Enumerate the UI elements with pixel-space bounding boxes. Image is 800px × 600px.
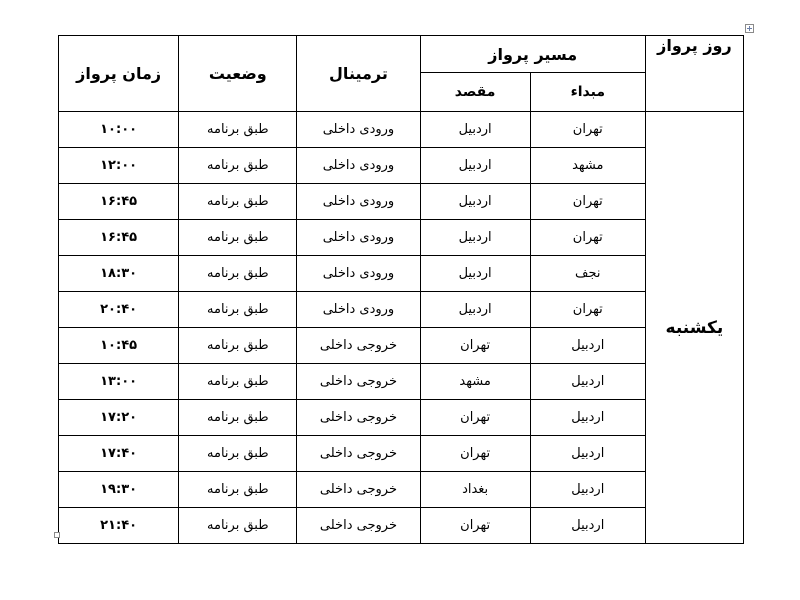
destination-cell: اردبیل: [420, 292, 530, 328]
header-terminal: ترمینال: [297, 36, 420, 112]
origin-cell: اردبیل: [530, 364, 645, 400]
table-row: [59, 292, 744, 328]
status-cell: طبق برنامه: [179, 472, 297, 508]
header-flight-route: مسیر پرواز: [420, 36, 645, 73]
table-row: [59, 436, 744, 472]
terminal-cell: خروجی داخلی: [297, 364, 420, 400]
table-row: [59, 184, 744, 220]
day-cell: یکشنبه: [645, 112, 743, 544]
destination-cell: تهران: [420, 328, 530, 364]
terminal-cell: خروجی داخلی: [297, 472, 420, 508]
terminal-cell: ورودی داخلی: [297, 220, 420, 256]
destination-cell: اردبیل: [420, 148, 530, 184]
terminal-cell: ورودی داخلی: [297, 256, 420, 292]
time-cell: ۱۷:۴۰: [59, 436, 179, 472]
origin-cell: نجف: [530, 256, 645, 292]
time-cell: ۱۰:۰۰: [59, 112, 179, 148]
header-status: وضعیت: [179, 36, 297, 112]
header-row: [59, 36, 744, 73]
origin-cell: اردبیل: [530, 472, 645, 508]
status-cell: طبق برنامه: [179, 256, 297, 292]
status-cell: طبق برنامه: [179, 508, 297, 544]
time-cell: ۱۶:۴۵: [59, 220, 179, 256]
destination-cell: تهران: [420, 400, 530, 436]
destination-cell: بغداد: [420, 472, 530, 508]
status-cell: طبق برنامه: [179, 292, 297, 328]
origin-cell: تهران: [530, 184, 645, 220]
terminal-cell: خروجی داخلی: [297, 400, 420, 436]
table-row: [59, 256, 744, 292]
header-destination: مقصد: [420, 73, 530, 112]
destination-cell: اردبیل: [420, 256, 530, 292]
destination-cell: اردبیل: [420, 184, 530, 220]
table-row: [59, 400, 744, 436]
destination-cell: تهران: [420, 436, 530, 472]
table-move-handle[interactable]: [745, 24, 754, 33]
origin-cell: تهران: [530, 112, 645, 148]
time-cell: ۱۶:۴۵: [59, 184, 179, 220]
destination-cell: تهران: [420, 508, 530, 544]
table-row: [59, 112, 744, 148]
header-flight-day: روز پرواز: [645, 36, 743, 112]
status-cell: طبق برنامه: [179, 364, 297, 400]
origin-cell: اردبیل: [530, 400, 645, 436]
time-cell: ۱۳:۰۰: [59, 364, 179, 400]
destination-cell: مشهد: [420, 364, 530, 400]
origin-cell: اردبیل: [530, 328, 645, 364]
origin-cell: تهران: [530, 220, 645, 256]
time-cell: ۱۸:۳۰: [59, 256, 179, 292]
schedule-body: [59, 112, 744, 544]
status-cell: طبق برنامه: [179, 148, 297, 184]
table-row: [59, 508, 744, 544]
time-cell: ۱۲:۰۰: [59, 148, 179, 184]
time-cell: ۱۰:۴۵: [59, 328, 179, 364]
terminal-cell: ورودی داخلی: [297, 112, 420, 148]
origin-cell: تهران: [530, 292, 645, 328]
status-cell: طبق برنامه: [179, 112, 297, 148]
table-resize-handle[interactable]: [54, 532, 60, 538]
terminal-cell: خروجی داخلی: [297, 436, 420, 472]
origin-cell: اردبیل: [530, 436, 645, 472]
table-row: [59, 328, 744, 364]
time-cell: ۱۷:۲۰: [59, 400, 179, 436]
status-cell: طبق برنامه: [179, 184, 297, 220]
status-cell: طبق برنامه: [179, 436, 297, 472]
terminal-cell: خروجی داخلی: [297, 328, 420, 364]
status-cell: طبق برنامه: [179, 328, 297, 364]
origin-cell: مشهد: [530, 148, 645, 184]
flight-schedule-table: [58, 35, 744, 544]
origin-cell: اردبیل: [530, 508, 645, 544]
destination-cell: اردبیل: [420, 112, 530, 148]
table-row: [59, 220, 744, 256]
terminal-cell: ورودی داخلی: [297, 184, 420, 220]
status-cell: طبق برنامه: [179, 220, 297, 256]
status-cell: طبق برنامه: [179, 400, 297, 436]
time-cell: ۲۰:۴۰: [59, 292, 179, 328]
time-cell: ۲۱:۴۰: [59, 508, 179, 544]
terminal-cell: ورودی داخلی: [297, 292, 420, 328]
terminal-cell: ورودی داخلی: [297, 148, 420, 184]
terminal-cell: خروجی داخلی: [297, 508, 420, 544]
header-flight-time: زمان پرواز: [59, 36, 179, 112]
table-row: [59, 148, 744, 184]
table-row: [59, 364, 744, 400]
time-cell: ۱۹:۳۰: [59, 472, 179, 508]
destination-cell: اردبیل: [420, 220, 530, 256]
table-row: [59, 472, 744, 508]
header-origin: مبداء: [530, 73, 645, 112]
